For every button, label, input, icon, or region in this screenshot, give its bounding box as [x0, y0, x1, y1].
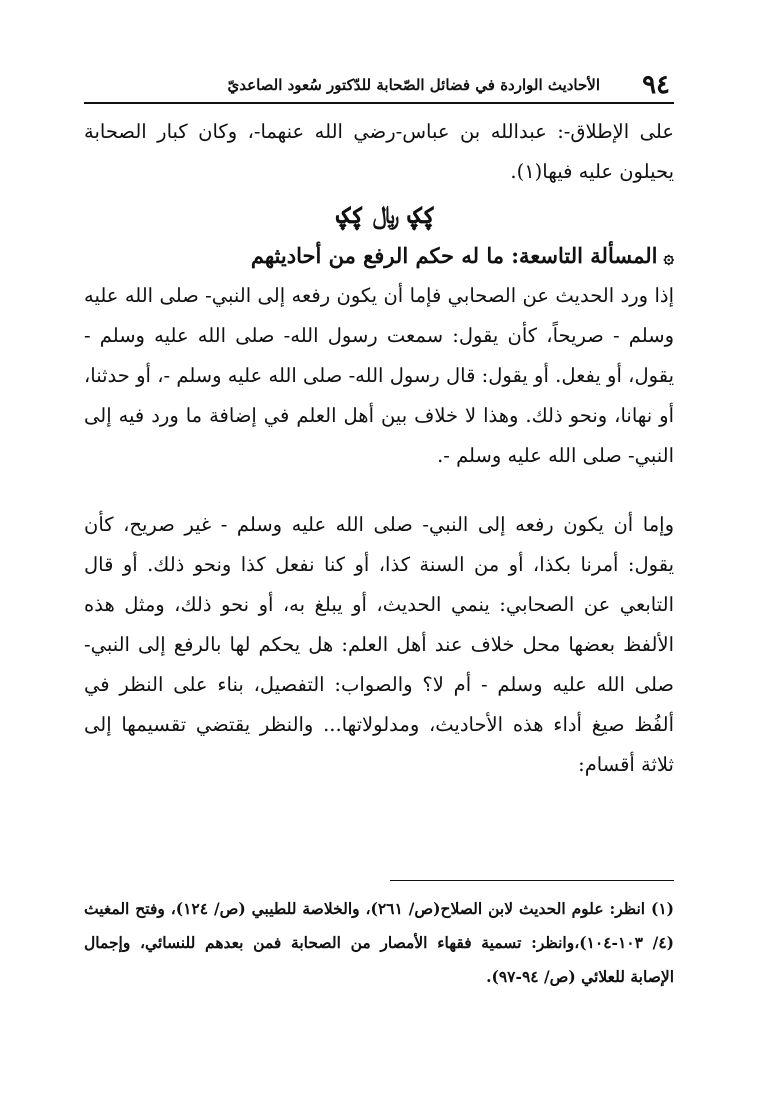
- section-heading: [84, 238, 674, 276]
- intro-paragraph: على الإطلاق-: عبدالله بن عباس-رضي الله عنهما-، وكان كبار الصحابة يحيلون عليه فيها(١).: [84, 120, 674, 183]
- section-ornament: ؼؼ ﷼ ؼؼ: [336, 200, 436, 229]
- heading-text: المسألة التاسعة: ما له حكم الرفع من أحاديثهم: [250, 243, 658, 268]
- footnote-divider: [390, 880, 674, 881]
- paragraph-explicit-attribution: إذا ورد الحديث عن الصحابي فإما أن يكون رفعه إلى النبي- صلى الله عليه وسلم - صريحاً، كأن يقول: سمعت رسول الله- صلى الله عليه وسلم - يقول، أو يفعل. أو يقول: قال رسول الله- صلى الله عليه وسلم -، أو حدثنا، أو نهانا، ونحو ذلك. وهذا لا خلاف بين أهل العلم في إضافة ما ورد فيه إلى النبي- صلى الله عليه وسلم -.: [84, 284, 674, 467]
- running-title: الأحاديث الواردة في فضائل الصّحابة للدّكتور سُعود الصاعديّ: [227, 76, 600, 94]
- footnote-1: (١) انظر: علوم الحديث لابن الصلاح(ص/ ٢٦١)، والخلاصة للطيبي (ص/ ١٢٤)، وفتح المغيث (٤/ ١٠٣-١٠٤)،وانظر: تسمية فقهاء الأمصار من الصحابة فمن بعدهم للنسائي، وإجمال الإصابة للعلائي (ص/ ٩٤-٩٧).: [84, 899, 674, 986]
- heading-ornament-icon: ۞: [663, 247, 674, 268]
- page-number: ٩٤: [642, 70, 670, 100]
- paragraph-implicit-attribution: وإما أن يكون رفعه إلى النبي- صلى الله عليه وسلم - غير صريح، كأن يقول: أمرنا بكذا، أو من السنة كذا، أو كنا نفعل كذا ونحو ذلك. أو قال التابعي عن الصحابي: ينمي الحديث، أو يبلغ به، أو نحو ذلك، ومثل هذه الألفظ بعضها محل خلاف عند أهل العلم: هل يحكم لها بالرفع إلى النبي- صلى الله عليه وسلم - أم لا؟ والصواب: التفصيل، بناء على النظر في ألفُظ صيغ أداء هذه الأحاديث، ومدلولاتها... والنظر يقتضي تقسيمها إلى ثلاثة أقسام:: [84, 513, 674, 776]
- page-header: [84, 70, 674, 104]
